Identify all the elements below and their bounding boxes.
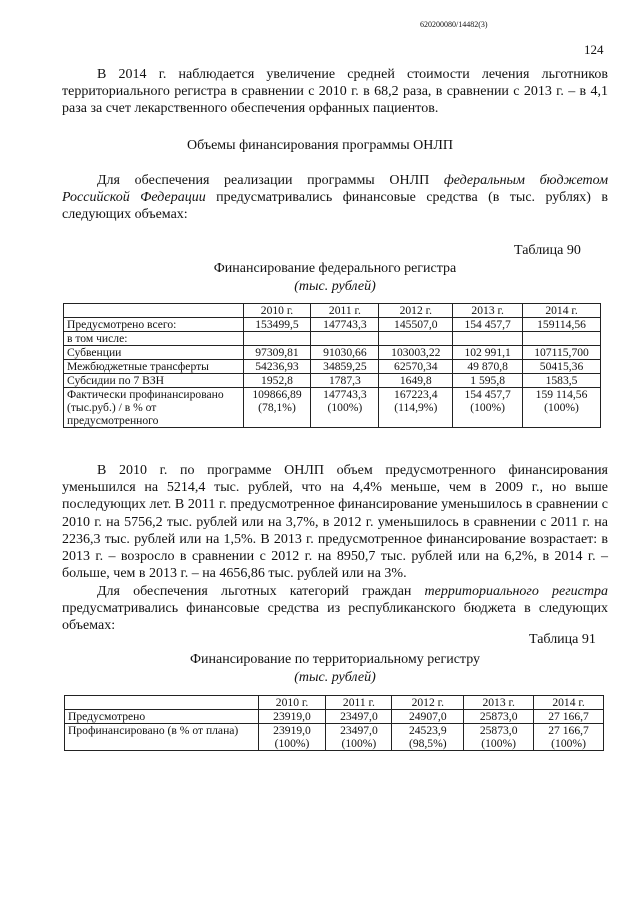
table-cell: 159114,56 [523, 318, 601, 332]
table-row [64, 388, 601, 428]
table-header-row [64, 304, 601, 318]
table-cell: 145507,0 [379, 318, 453, 332]
table-header-empty [65, 696, 259, 710]
year-header: 2012 г. [392, 696, 464, 710]
row-label: в том числе: [64, 332, 244, 346]
paragraph-2-italic: федеральным бюджетом Российской Федерации [62, 173, 609, 206]
table-row [65, 710, 604, 724]
table-cell [453, 332, 523, 346]
table-cell: 154 457,7 [453, 318, 523, 332]
table-cell: 25873,0 (100%) [464, 724, 534, 751]
row-label: Субсидии по 7 ВЗН [64, 374, 244, 388]
table-cell: 24523,9 (98,5%) [392, 724, 464, 751]
year-header: 2011 г. [311, 304, 379, 318]
paragraph-4-italic: территориального регистра [424, 584, 608, 599]
table-row [64, 346, 601, 360]
document-id: 620200080/14482(3) [420, 20, 488, 29]
table-row [64, 318, 601, 332]
table-cell: 23497,0 (100%) [326, 724, 392, 751]
table-cell: 23497,0 [326, 710, 392, 724]
year-header: 2013 г. [453, 304, 523, 318]
year-header: 2012 г. [379, 304, 453, 318]
row-label: Предусмотрено всего: [64, 318, 244, 332]
table-91-unit: (тыс. рублей) [294, 670, 376, 685]
table-cell [243, 332, 311, 346]
table-cell [379, 332, 453, 346]
table-90-title: Финансирование федерального регистра [213, 261, 457, 276]
table-90-label: Таблица 90 [514, 243, 581, 258]
year-header: 2013 г. [464, 696, 534, 710]
table-cell: 49 870,8 [453, 360, 523, 374]
year-header: 2010 г. [243, 304, 311, 318]
table-cell: 62570,34 [379, 360, 453, 374]
row-label: Предусмотрено [65, 710, 259, 724]
table-90-caption [0, 260, 640, 296]
table-cell [523, 332, 601, 346]
table-row [64, 374, 601, 388]
table-91-caption [0, 651, 640, 687]
table-cell: 103003,22 [379, 346, 453, 360]
table-cell: 24907,0 [392, 710, 464, 724]
row-label: Фактически профинансировано (тыс.руб.) / в % от предусмотренного [64, 388, 244, 428]
paragraph-3: В 2010 г. по программе ОНЛП объем предусмотренного финансирования уменьшился на 5214,4 тыс. рублей, что на 4,4% меньше, чем в 2009 г., но выше последующих лет. В 2011 г. предусмотренное финансирование уменьшилось в сравнении с 2010 г. на 5756,2 тыс. рублей или на 3,7%, в 2012 г. уменьшилось в сравнении с 2011 г. на 2236,3 тыс. рублей или на 1,5%. В 2013 г. предусмотренное финансирование возрастает: в 2013 г. – возросло в сравнении с 2012 г. на 8950,7 тыс. рублей или на 6,2%, в 2014 г. – больше, чем в 2013 г. – на 4656,86 тыс. рублей или на 3%. [62, 463, 608, 582]
table-cell: 159 114,56 (100%) [523, 388, 601, 428]
table-cell: 25873,0 [464, 710, 534, 724]
table-cell: 1649,8 [379, 374, 453, 388]
year-header: 2014 г. [523, 304, 601, 318]
paragraph-4-start: Для обеспечения льготных категорий граждан [97, 584, 425, 599]
year-header: 2014 г. [534, 696, 604, 710]
table-cell: 167223,4 (114,9%) [379, 388, 453, 428]
table-row [65, 724, 604, 751]
table-cell: 27 166,7 [534, 710, 604, 724]
table-cell: 154 457,7 (100%) [453, 388, 523, 428]
table-cell: 27 166,7 (100%) [534, 724, 604, 751]
table-row [64, 332, 601, 346]
table-cell: 102 991,1 [453, 346, 523, 360]
table-90 [63, 303, 601, 428]
table-cell: 1787,3 [311, 374, 379, 388]
table-91-title: Финансирование по территориальному регистру [189, 652, 481, 667]
row-label: Субвенции [64, 346, 244, 360]
paragraph-1: В 2014 г. наблюдается увеличение средней стоимости лечения льготников территориального регистра в сравнении с 2010 г. в 68,2 раза, в сравнении с 2013 г. – в 4,1 раза за счет лекарственного обеспечения орфанных пациентов. [62, 67, 608, 117]
table-cell: 147743,3 [311, 318, 379, 332]
paragraph-2-start: Для обеспечения реализации программы ОНЛП [97, 173, 444, 188]
table-90-unit: (тыс. рублей) [294, 279, 376, 294]
paragraph-2 [62, 172, 608, 224]
table-cell: 34859,25 [311, 360, 379, 374]
table-cell: 91030,66 [311, 346, 379, 360]
table-91 [64, 695, 604, 751]
table-cell: 109866,89 (78,1%) [243, 388, 311, 428]
table-cell: 107115,700 [523, 346, 601, 360]
year-header: 2010 г. [258, 696, 326, 710]
table-cell [311, 332, 379, 346]
table-header-row [65, 696, 604, 710]
section-heading: Объемы финансирования программы ОНЛП [186, 138, 454, 153]
table-cell: 153499,5 [243, 318, 311, 332]
year-header: 2011 г. [326, 696, 392, 710]
paragraph-4 [62, 583, 608, 635]
page-number: 124 [584, 42, 604, 57]
table-cell: 147743,3 (100%) [311, 388, 379, 428]
table-cell: 1 595,8 [453, 374, 523, 388]
table-header-empty [64, 304, 244, 318]
paragraph-2-end: предусматривались финансовые средства (в тыс. рублях) в следующих объемах: [62, 190, 608, 223]
table-cell: 54236,93 [243, 360, 311, 374]
paragraph-4-end: предусматривались финансовые средства из республиканского бюджета в следующих объемах: [62, 601, 608, 634]
table-cell: 50415,36 [523, 360, 601, 374]
table-cell: 1952,8 [243, 374, 311, 388]
row-label: Межбюджетные трансферты [64, 360, 244, 374]
row-label: Профинансировано (в % от плана) [65, 724, 259, 751]
table-cell: 23919,0 [258, 710, 326, 724]
table-row [64, 360, 601, 374]
table-91-label: Таблица 91 [529, 632, 596, 647]
table-cell: 23919,0 (100%) [258, 724, 326, 751]
table-cell: 97309,81 [243, 346, 311, 360]
table-cell: 1583,5 [523, 374, 601, 388]
